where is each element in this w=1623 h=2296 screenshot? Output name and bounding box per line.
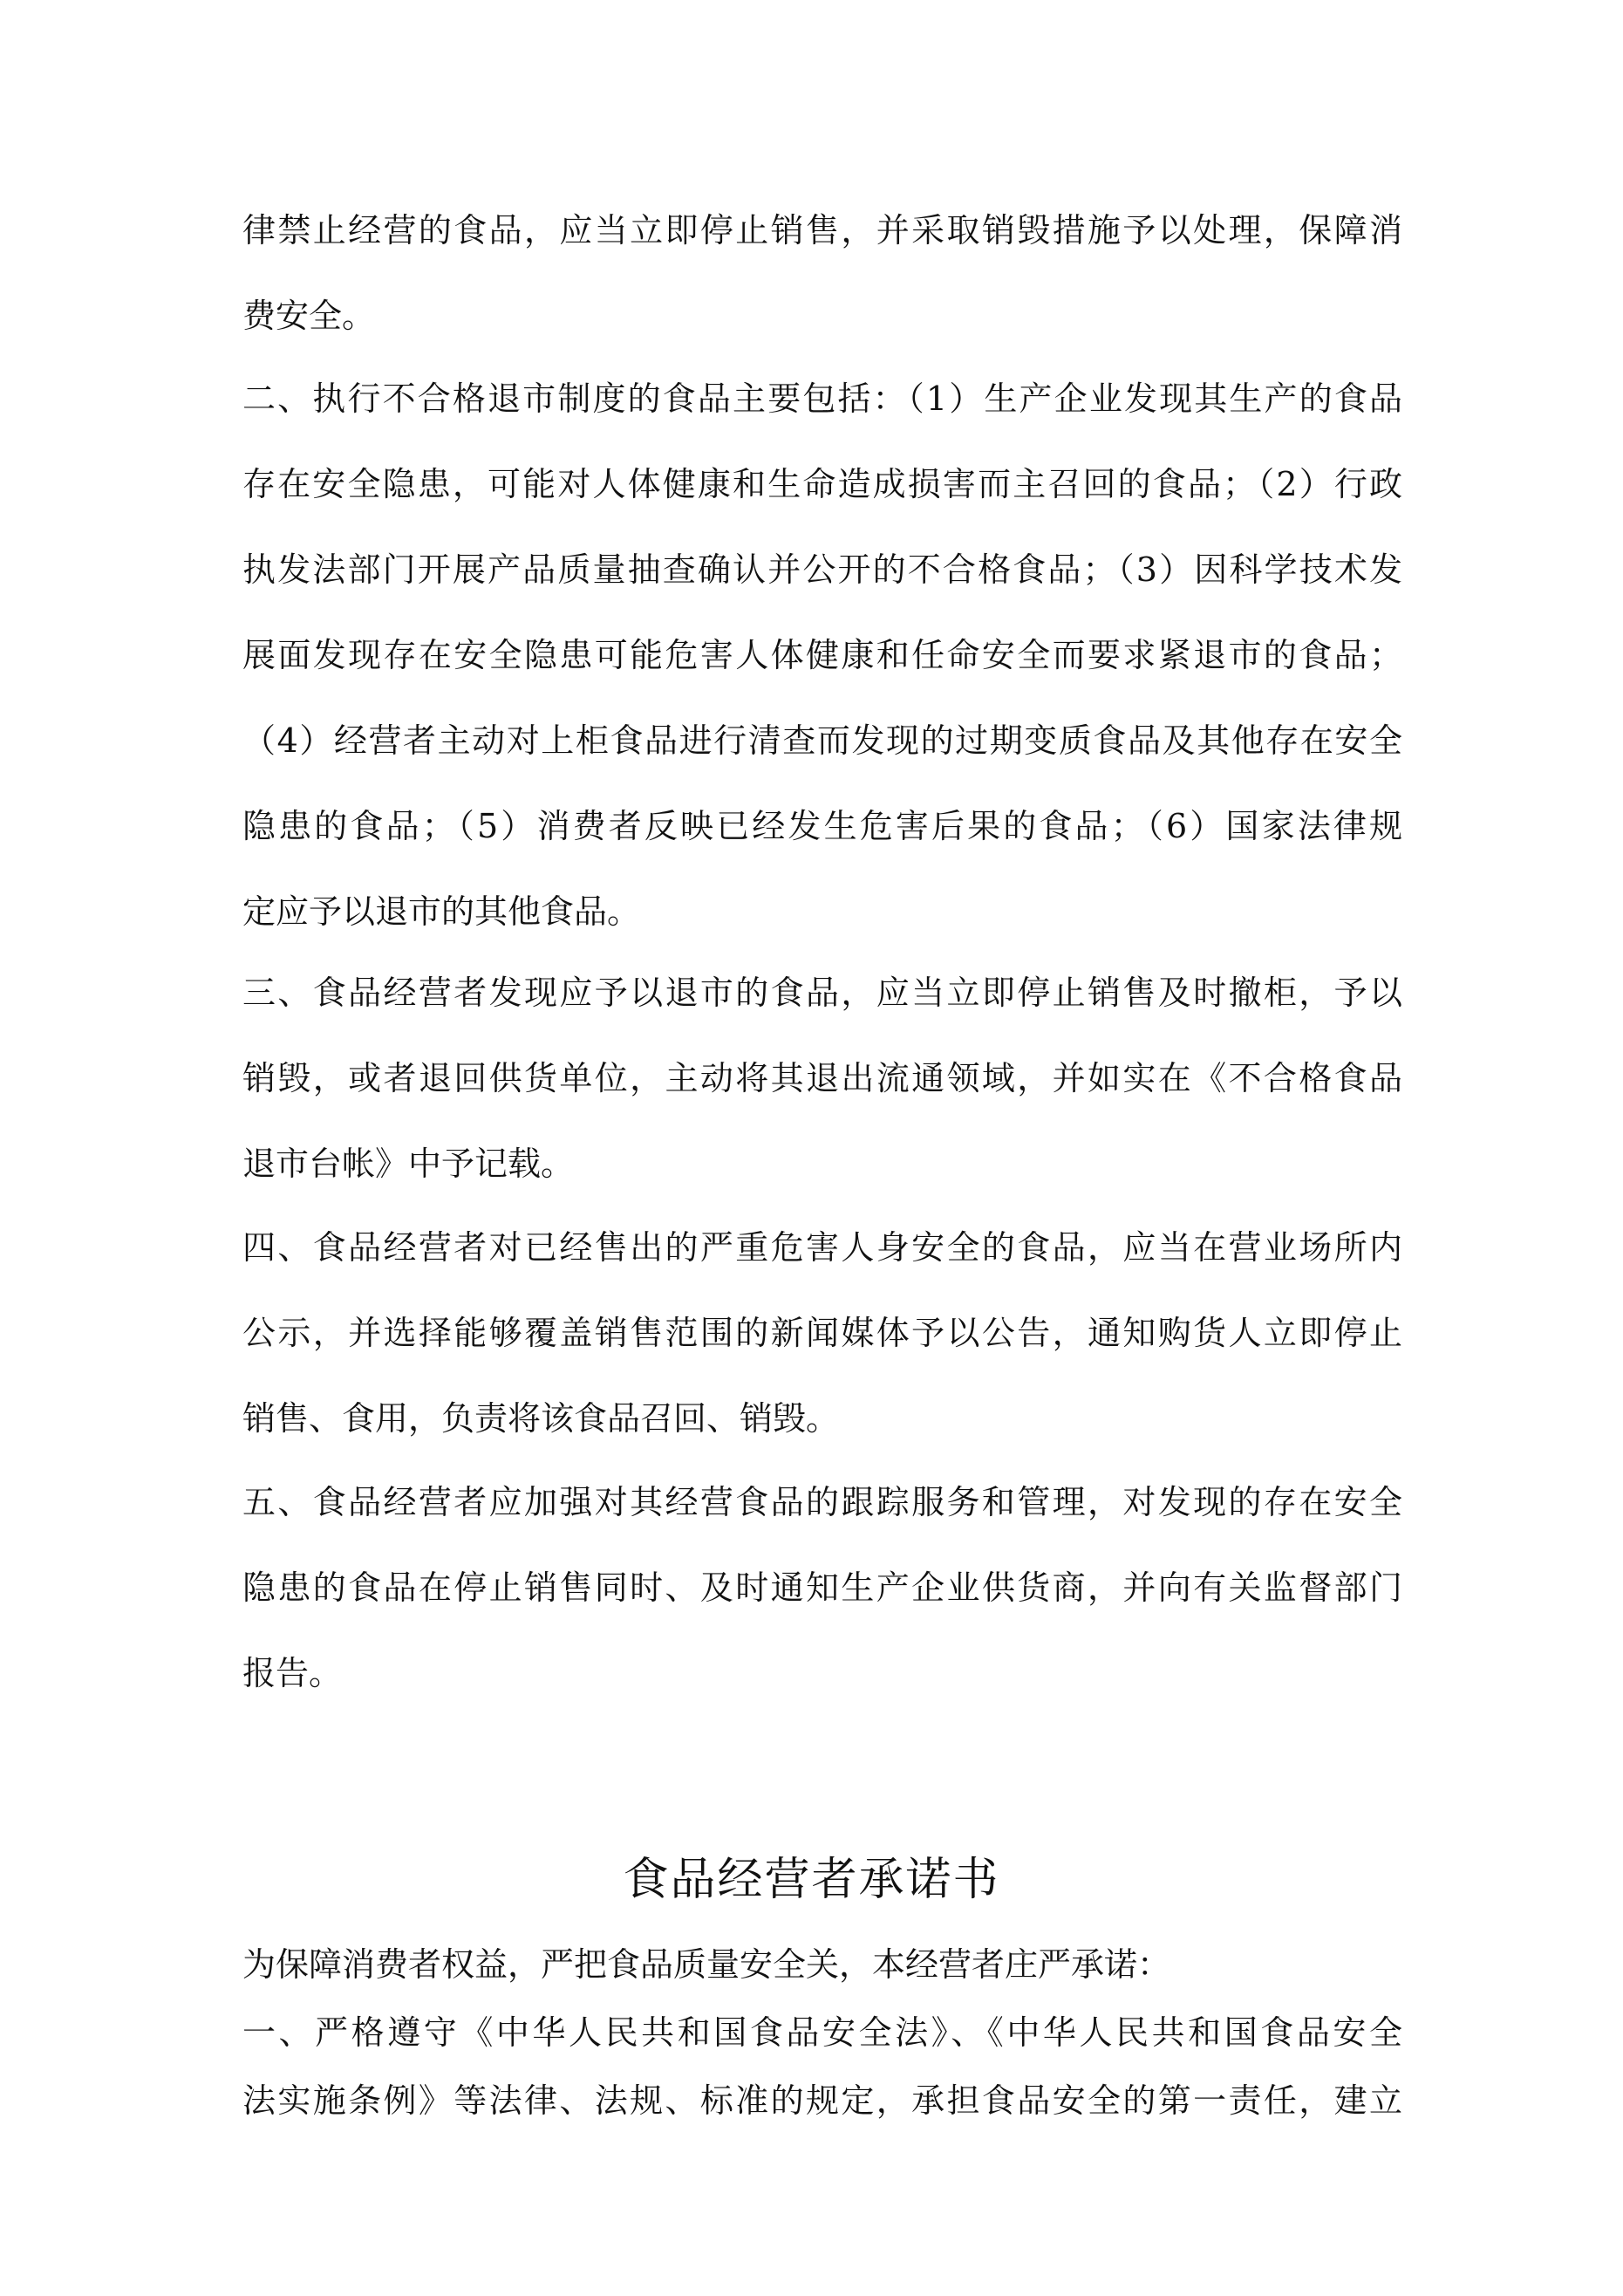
text-line: 执发法部门开展产品质量抽查确认并公开的不合格食品；（3）因科学技术发 bbox=[242, 550, 1402, 589]
text-line: 二、执行不合格退市制度的食品主要包括：（1）生产企业发现其生产的食品 bbox=[242, 379, 1402, 418]
text-line: 销售、食用，负责将该食品召回、销毁。 bbox=[242, 1399, 840, 1438]
text-line: 律禁止经营的食品，应当立即停止销售，并采取销毁措施予以处理，保障消 bbox=[242, 211, 1402, 249]
text-line: 三、食品经营者发现应予以退市的食品，应当立即停止销售及时撤柜，予以 bbox=[242, 974, 1402, 1012]
text-line: 定应予以退市的其他食品。 bbox=[242, 892, 641, 931]
text-line: 隐患的食品在停止销售同时、及时通知生产企业供货商，并向有关监督部门 bbox=[242, 1568, 1402, 1607]
text-line: 展面发现存在安全隐患可能危害人体健康和任命安全而要求紧退市的食品； bbox=[242, 636, 1402, 674]
document-title: 食品经营者承诺书 bbox=[623, 1854, 1000, 1906]
text-line: 存在安全隐患，可能对人体健康和生命造成损害而主召回的食品；（2）行政 bbox=[242, 465, 1402, 503]
text-line: 报告。 bbox=[242, 1654, 343, 1692]
text-line: 一、严格遵守《中华人民共和国食品安全法》、《中华人民共和国食品安全 bbox=[242, 2013, 1402, 2052]
text-line: 隐患的食品；（5）消费者反映已经发生危害后果的食品；（6）国家法律规 bbox=[242, 807, 1402, 845]
paragraph-continuation bbox=[242, 188, 1402, 359]
text-line: 四、食品经营者对已经售出的严重危害人身安全的食品，应当在营业场所内 bbox=[242, 1228, 1402, 1267]
text-line: （4）经营者主动对上柜食品进行清查而发现的过期变质食品及其他存在安全 bbox=[242, 721, 1402, 760]
paragraph-item-3 bbox=[242, 950, 1402, 1206]
paragraph-item-2 bbox=[242, 356, 1402, 954]
text-line: 费安全。 bbox=[242, 297, 376, 335]
text-line: 为保障消费者权益，严把食品质量安全关，本经营者庄严承诺： bbox=[242, 1945, 1171, 1984]
text-line: 公示，并选择能够覆盖销售范围的新闻媒体予以公告，通知购货人立即停止 bbox=[242, 1314, 1402, 1352]
text-line: 销毁，或者退回供货单位，主动将其退出流通领域，并如实在《不合格食品 bbox=[242, 1059, 1402, 1097]
paragraph-item-4 bbox=[242, 1205, 1402, 1461]
text-line: 五、食品经营者应加强对其经营食品的跟踪服务和管理，对发现的存在安全 bbox=[242, 1483, 1402, 1521]
text-line: 法实施条例》等法律、法规、标准的规定，承担食品安全的第一责任，建立 bbox=[242, 2081, 1402, 2120]
pledge-paragraph bbox=[242, 1930, 1402, 2135]
text-line: 退市台帐》中予记载。 bbox=[242, 1145, 575, 1183]
paragraph-item-5 bbox=[242, 1459, 1402, 1716]
